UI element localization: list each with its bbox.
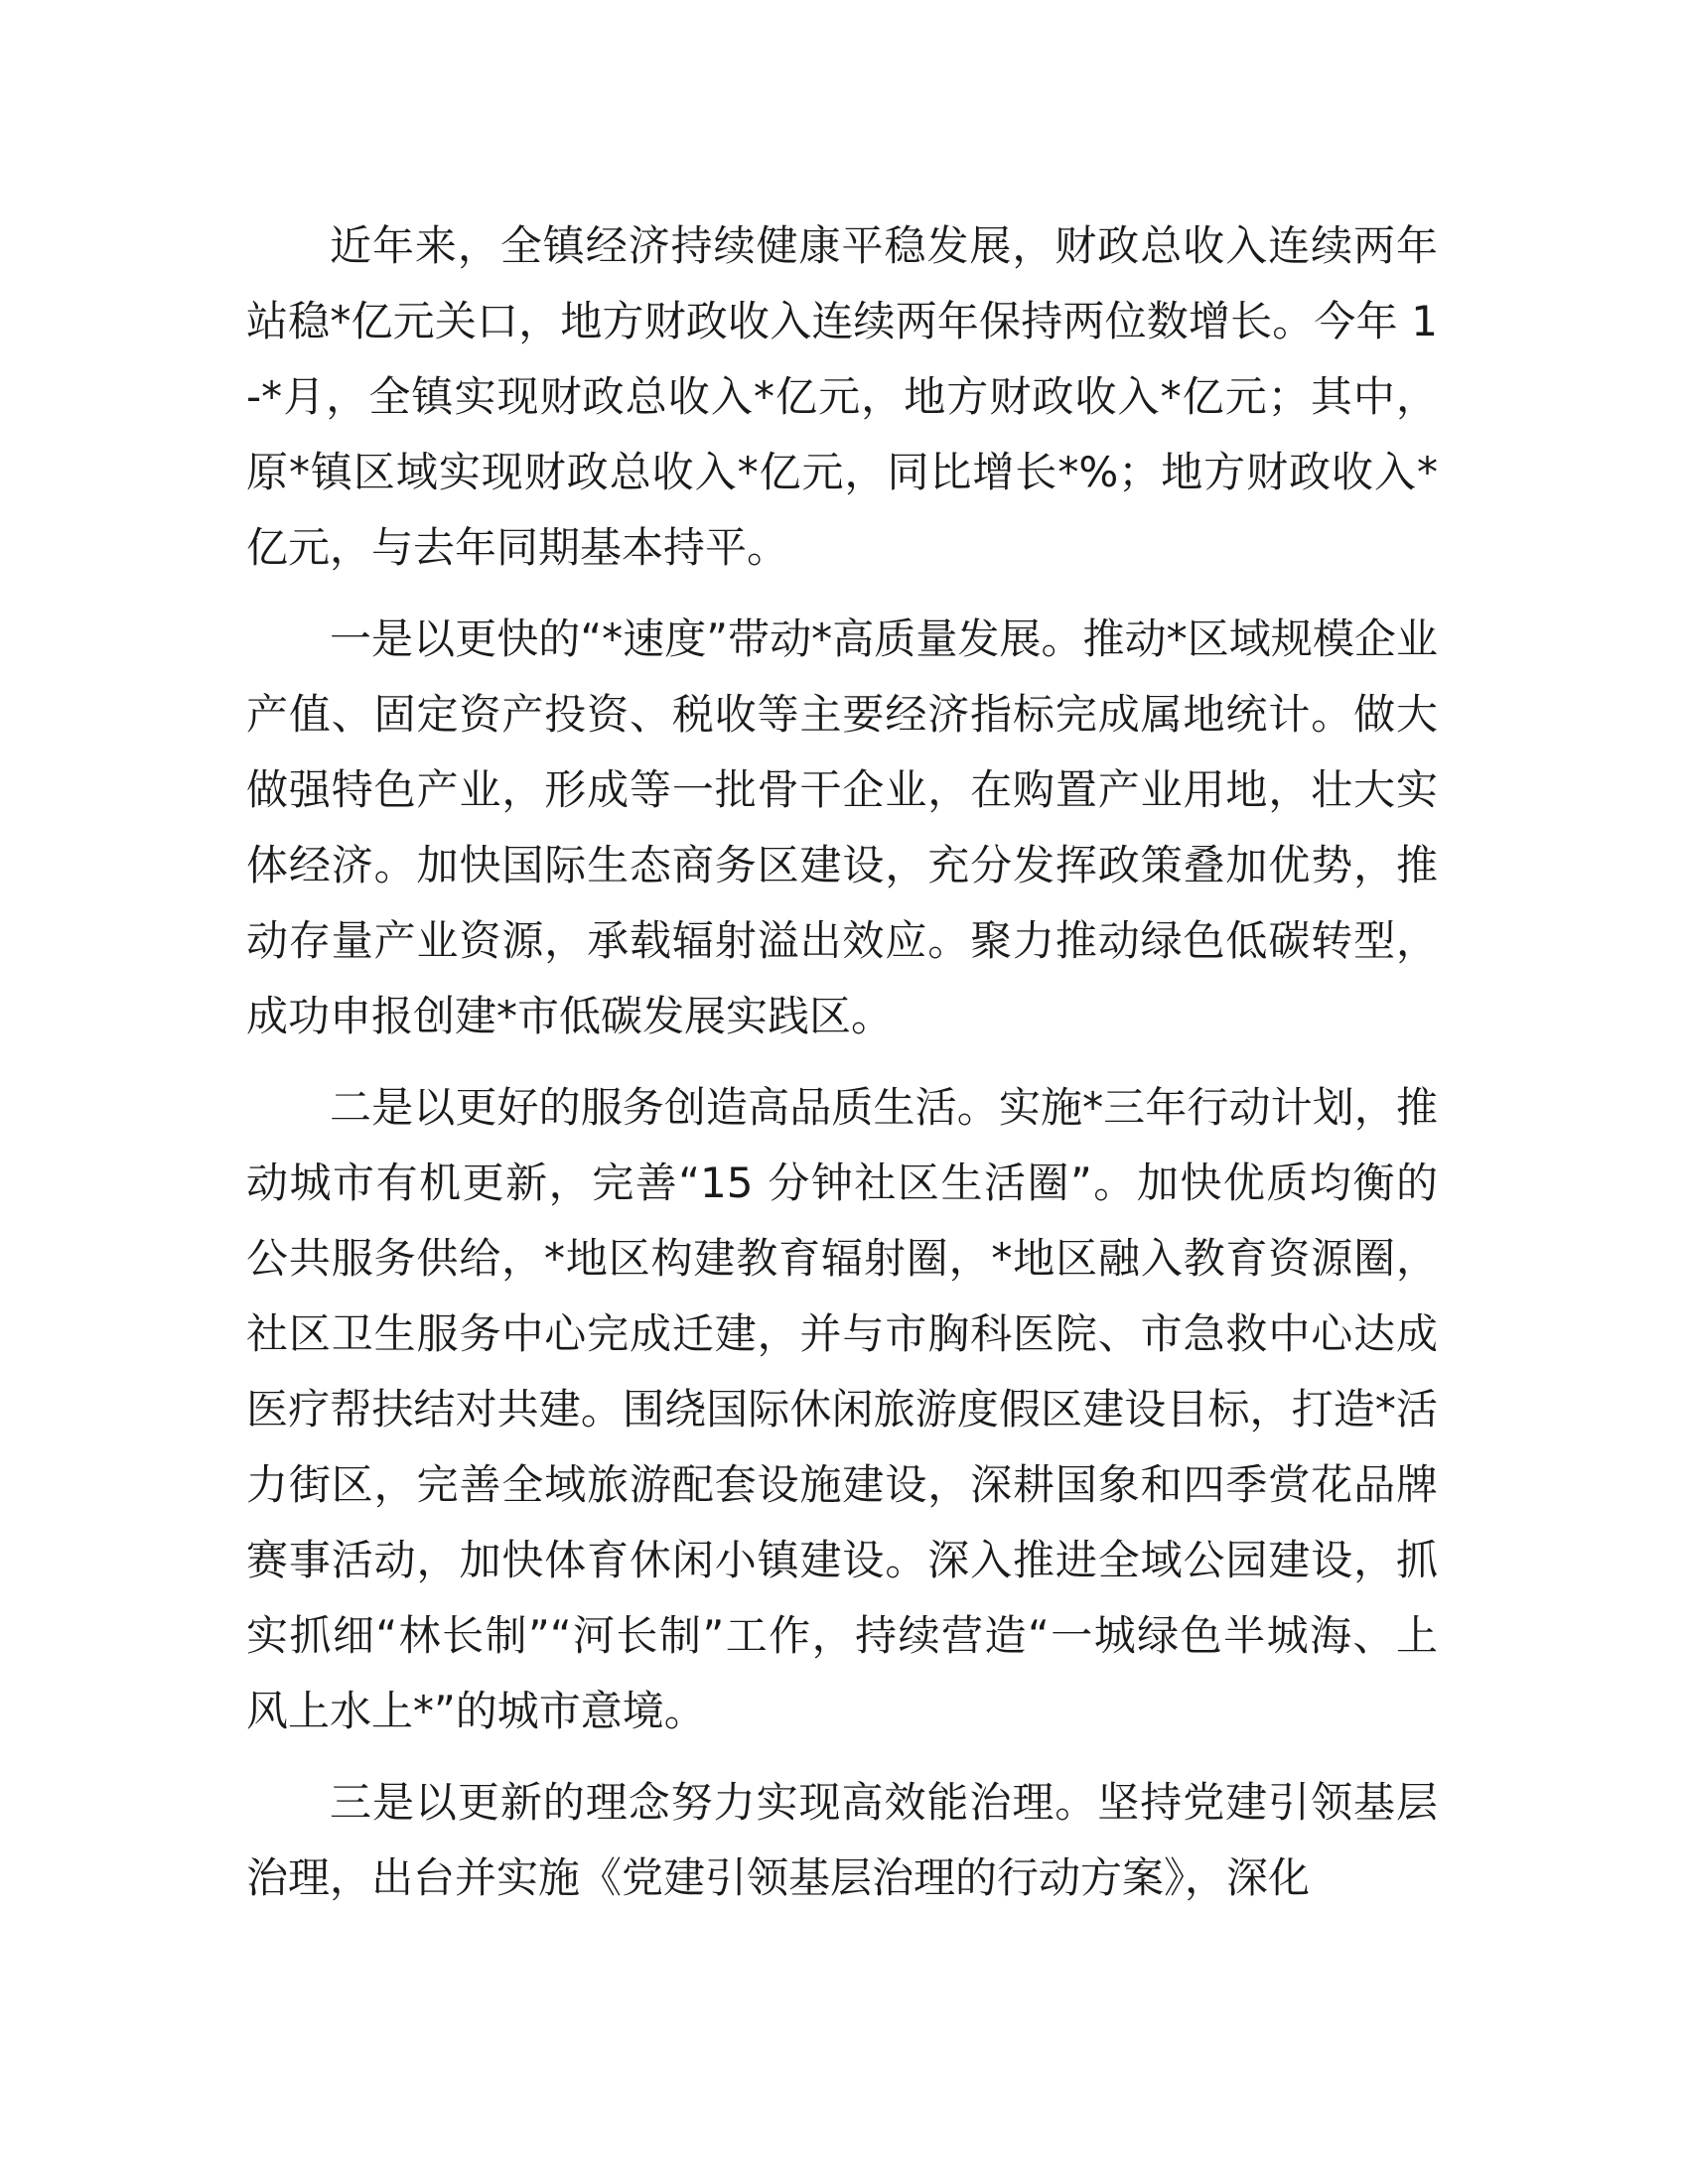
- paragraph-fiscal-overview: 近年来，全镇经济持续健康平稳发展，财政总收入连续两年站稳*亿元关口，地方财政收入连续两年保持两位数增长。今年 1-*月，全镇实现财政总收入*亿元，地方财政收入*亿元；其中，原*镇区域实现财政总收入*亿元，同比增长*%；地方财政收入*亿元，与去年同期基本持平。: [246, 221, 1438, 572]
- paragraph-high-quality-development: 一是以更快的“*速度”带动*高质量发展。推动*区域规模企业产值、固定资产投资、税收等主要经济指标完成属地统计。做大做强特色产业，形成等一批骨干企业，在购置产业用地，壮大实体经济。加快国际生态商务区建设，充分发挥政策叠加优势，推动存量产业资源，承载辐射溢出效应。聚力推动绿色低碳转型，成功申报创建*市低碳发展实践区。: [246, 614, 1438, 1040]
- paragraph-high-quality-life: 二是以更好的服务创造高品质生活。实施*三年行动计划，推动城市有机更新，完善“15 分钟社区生活圈”。加快优质均衡的公共服务供给，*地区构建教育辐射圈，*地区融入教育资源圈，社区卫生服务中心完成迁建，并与市胸科医院、市急救中心达成医疗帮扶结对共建。围绕国际休闲旅游度假区建设目标，打造*活力街区，完善全域旅游配套设施建设，深耕国象和四季赏花品牌赛事活动，加快体育休闲小镇建设。深入推进全域公园建设，抓实抓细“林长制”“河长制”工作，持续营造“一城绿色半城海、上风上水上*”的城市意境。: [246, 1083, 1438, 1735]
- paragraph-efficient-governance: 三是以更新的理念努力实现高效能治理。坚持党建引领基层治理，出台并实施《党建引领基层治理的行动方案》，深化: [246, 1778, 1438, 1902]
- document-body: [246, 208, 1438, 1932]
